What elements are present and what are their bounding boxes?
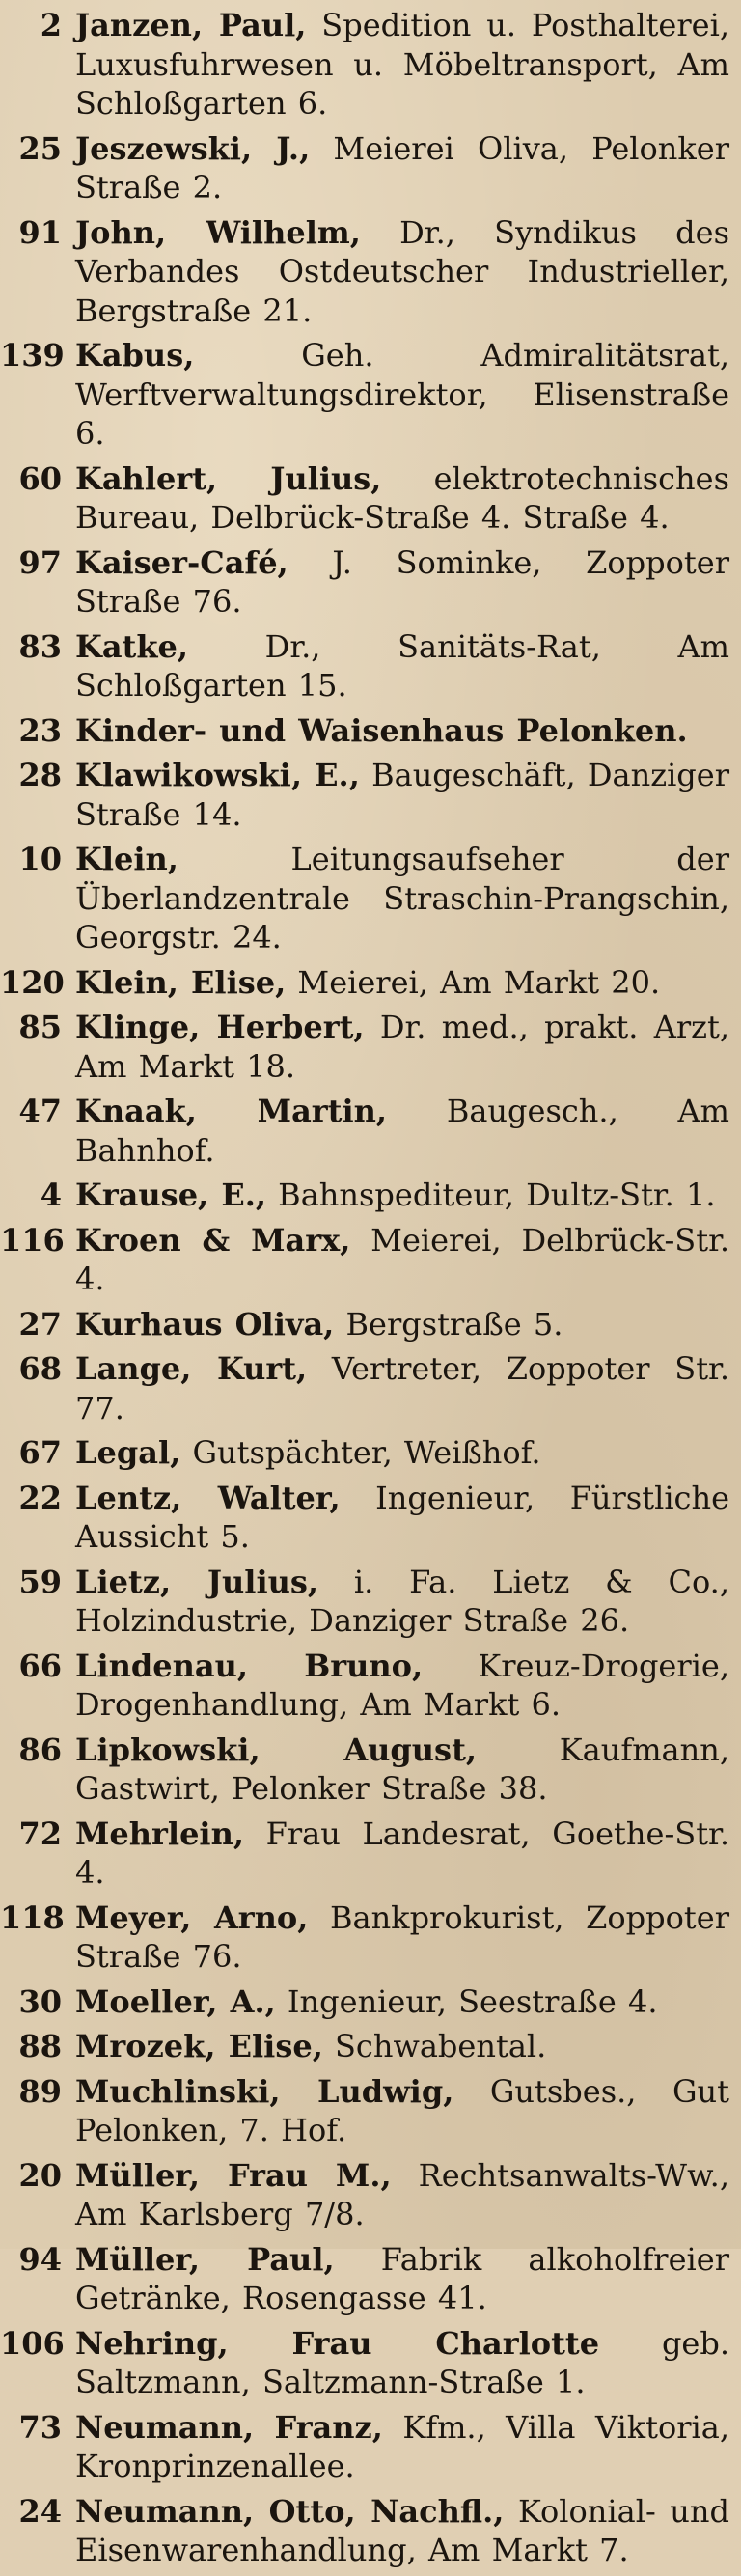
entry-number: 106 [0,2324,65,2362]
entry-details: Bahnspediteur, Dultz-Str. 1. [278,1177,716,1213]
entry-number: 27 [18,1305,62,1343]
entry-name: Lindenau, Bruno, [75,1647,424,1684]
entry-details: Meierei, Delbrück-Str. 4. [75,1221,730,1297]
entry-details: geb. Saltzmann, Saltzmann-Straße 1. [75,2324,730,2400]
directory-entry [0,840,741,957]
directory-entry [0,2324,741,2402]
directory-entry [0,1479,741,1557]
entry-number: 24 [18,2492,62,2530]
entry-name: Müller, Paul, [75,2240,335,2278]
entry-number: 28 [18,757,62,793]
entry-details: J. Sominke, Zoppoter Straße 76. [75,543,730,620]
entry-name: Jeszewski, J., [75,129,311,167]
entry-number: 85 [18,1009,62,1045]
entry-details: Meierei, Am Markt 20. [297,963,661,1001]
entry-number: 86 [18,1731,62,1768]
entry-name: Kabus, [75,337,195,374]
entry-name: Knaak, Martin, [75,1093,387,1129]
directory-entry [0,2240,741,2318]
directory-entry [0,756,741,834]
entry-number: 88 [18,2028,62,2064]
entry-number: 23 [18,711,62,749]
entry-number: 118 [0,1898,65,1936]
directory-entry [0,627,741,706]
entry-number: 25 [18,129,62,167]
entry-name: Meyer, Arno, [75,1898,309,1936]
directory-entry [0,1221,741,1299]
entry-number: 59 [18,1563,62,1600]
entry-name: Lipkowski, August, [75,1731,477,1768]
entry-name: Lietz, Julius, [75,1563,319,1600]
directory-entry [0,1731,741,1809]
entry-name: Kroen & Marx, [75,1221,351,1259]
entry-name: Klawikowski, E., [75,757,360,793]
directory-entry [0,1433,741,1473]
directory-entry [0,1349,741,1427]
directory-entry [0,213,741,331]
entry-details: Fabrik alkoholfreier Getränke, Rosengasse 41. [75,2240,730,2316]
directory-entry [0,1176,741,1215]
entry-details: Bergstraße 5. [345,1305,563,1343]
entry-name: Mrozek, Elise, [75,2028,323,2064]
entry-name: Lange, Kurt, [75,1350,308,1387]
entry-name: Klinge, Herbert, [75,1009,365,1045]
entry-name: Janzen, Paul, [75,7,307,43]
entry-details: Dr. med., prakt. Arzt, Am Markt 18. [75,1009,730,1085]
entry-number: 60 [18,459,62,497]
entry-details: Leitungsaufseher der Überlandzentrale Straschin-Prangschin, Georgstr. 24. [75,841,729,956]
directory-entry [0,129,741,208]
entry-name: Neumann, Otto, Nachfl., [75,2492,505,2530]
directory-entry [0,1305,741,1344]
entry-name: Mehrlein, [75,1814,244,1852]
entry-name: Legal, [75,1434,181,1471]
entry-number: 83 [18,627,62,665]
entry-name: Moeller, A., [75,1982,276,2020]
entry-number: 97 [18,543,62,581]
directory-entry [0,2072,741,2150]
entry-details: Frau Landesrat, Goethe-Str. 4. [75,1814,729,1891]
entry-name: Lentz, Walter, [75,1479,341,1516]
entry-number: 30 [18,1982,62,2020]
entry-number: 73 [18,2408,62,2446]
entry-number: 68 [18,1350,62,1387]
entry-details: Baugeschäft, Danziger Straße 14. [75,757,730,833]
directory-entry [0,1092,741,1170]
directory-entry [0,1982,741,2022]
entry-number: 94 [18,2240,62,2278]
directory-entry [0,6,741,124]
entry-number: 120 [0,963,65,1001]
entry-name: Neumann, Franz, [75,2408,383,2446]
entry-details: Kreuz-Drogerie, Drogenhandlung, Am Markt 6. [75,1647,729,1723]
entry-details: Gutsbes., Gut Pelonken, 7. Hof. [75,2072,729,2148]
directory-entry [0,2492,741,2570]
entry-number: 4 [40,1177,62,1213]
directory-entry [0,1008,741,1086]
entry-number: 67 [18,1434,62,1471]
directory-entry [0,543,741,622]
entry-number: 116 [0,1221,65,1259]
entry-number: 66 [18,1647,62,1684]
entry-name: Klein, [75,841,178,877]
entry-details: Gutspächter, Weißhof. [192,1434,541,1471]
directory-entry [0,711,741,751]
entry-name: Müller, Frau M., [75,2156,392,2194]
entry-name: Krause, E., [75,1177,266,1213]
directory-entry [0,2408,741,2486]
entry-details: Meierei Oliva, Pelonker Straße 2. [75,129,729,206]
entry-details: Ingenieur, Seestraße 4. [287,1982,658,2020]
entry-number: 10 [18,841,62,877]
entry-name: Klein, Elise, [75,963,287,1001]
entry-details: Rechtsanwalts-Ww., Am Karlsberg 7/8. [75,2156,729,2232]
entry-number: 47 [18,1093,62,1129]
entry-name: Kurhaus Oliva, [75,1305,335,1343]
entry-name: Muchlinski, Ludwig, [75,2072,454,2110]
entry-number: 2 [40,7,62,43]
directory-entry [0,1898,741,1977]
entry-details: Dr., Sanitäts-Rat, Am Schloßgarten 15. [75,627,730,704]
directory-entry [0,1563,741,1641]
entry-details: elektrotechnisches Bureau, Delbrück-Straße 4. Straße 4. [75,459,729,536]
entry-number: 72 [18,1814,62,1852]
entry-details: Kfm., Villa Viktoria, Kronprinzenallee. [75,2408,730,2484]
entry-details: Baugesch., Am Bahnhof. [75,1093,729,1169]
entry-details: Kolonial- und Eisenwarenhandlung, Am Markt 7. [75,2492,730,2568]
entry-details: Kaufmann, Gastwirt, Pelonker Straße 38. [75,1731,729,1807]
directory-entry [0,2027,741,2066]
directory-entry [0,459,741,538]
entry-details: i. Fa. Lietz & Co., Holzindustrie, Danziger Straße 26. [75,1563,730,1639]
directory-entries [0,6,741,2576]
entry-number: 139 [0,337,65,374]
entry-name: Kahlert, Julius, [75,459,382,497]
entry-number: 22 [18,1479,62,1516]
entry-details: Bankprokurist, Zoppoter Straße 76. [75,1898,729,1975]
entry-name: Kinder- und Waisenhaus Pelonken. [75,711,688,749]
entry-number: 89 [18,2072,62,2110]
entry-details: Dr., Syndikus des Verbandes Ostdeutscher Industrieller, Bergstraße 21. [75,213,730,329]
entry-name: Katke, [75,627,188,665]
entry-number: 91 [18,213,62,251]
directory-entry [0,1814,741,1893]
entry-details: Spedition u. Posthalterei, Luxusfuhrwesen u. Möbeltransport, Am Schloßgarten 6. [75,7,729,122]
entry-name: John, Wilhelm, [75,213,361,251]
entry-details: Ingenieur, Fürstliche Aussicht 5. [75,1479,730,1555]
directory-entry [0,2156,741,2234]
directory-entry [0,336,741,454]
entry-details: Geh. Admiralitätsrat, Werftverwaltungsdirektor, Elisenstraße 6. [75,337,730,452]
directory-entry [0,1647,741,1725]
entry-name: Nehring, Frau Charlotte [75,2324,600,2362]
entry-details: Schwabental. [335,2028,547,2064]
directory-entry [0,963,741,1003]
entry-details: Vertreter, Zoppoter Str. 77. [75,1350,729,1426]
entry-number: 20 [18,2156,62,2194]
entry-name: Kaiser-Café, [75,543,288,581]
